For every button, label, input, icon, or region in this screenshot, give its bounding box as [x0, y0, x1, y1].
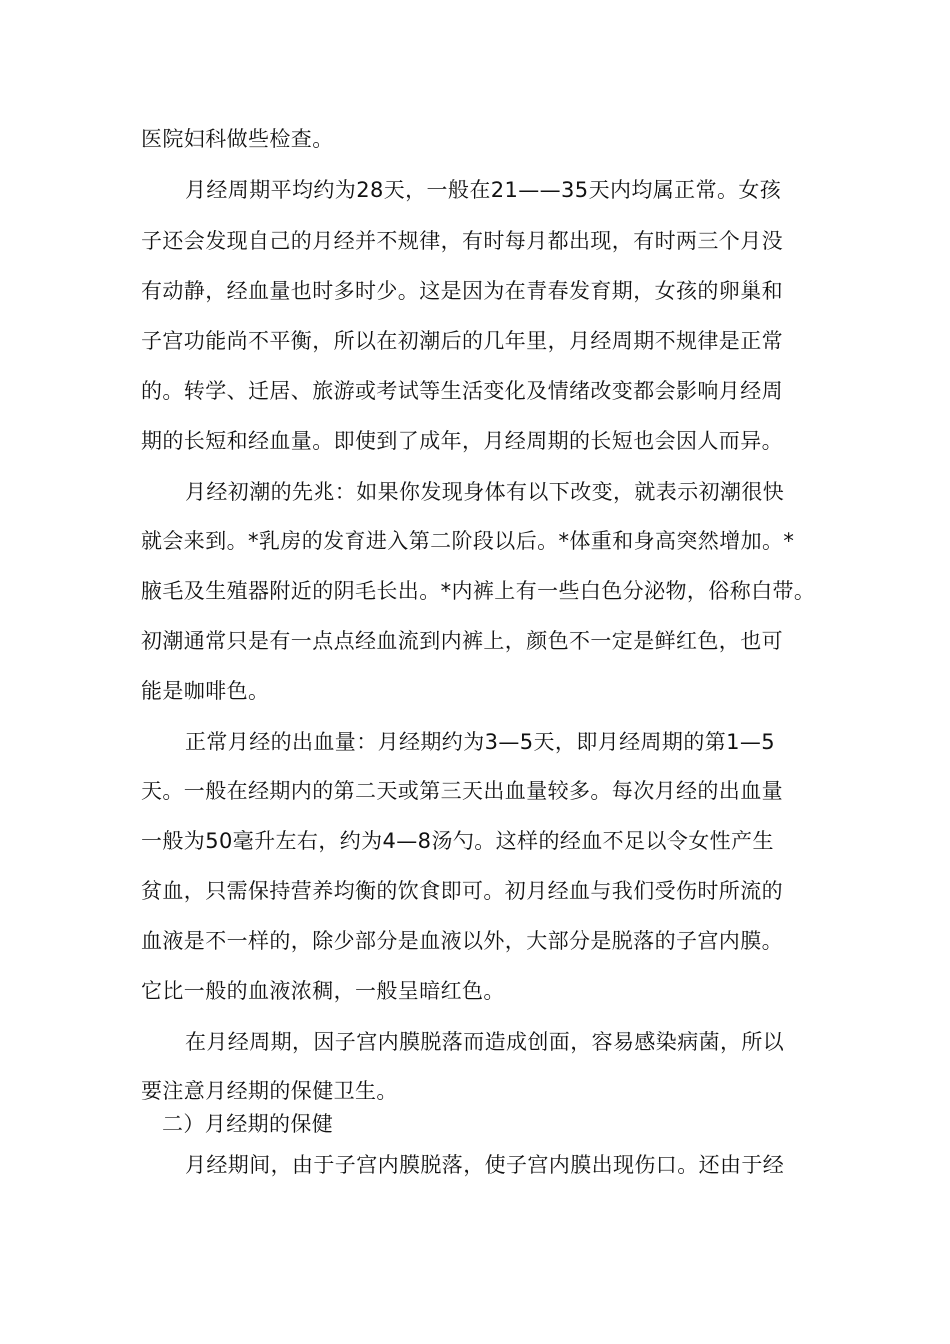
text-line: 有动静，经血量也时多时少。这是因为在青春发育期，女孩的卵巢和 [141, 279, 783, 303]
text-line: 的。转学、迁居、旅游或考试等生活变化及情绪改变都会影响月经周 [141, 379, 783, 403]
text-line: 初潮通常只是有一点点经血流到内裤上，颜色不一定是鲜红色，也可 [141, 629, 783, 653]
text-line: 医院妇科做些检查。 [141, 127, 334, 151]
text-line: 子宫功能尚不平衡，所以在初潮后的几年里，月经周期不规律是正常 [141, 329, 783, 353]
text-line: 就会来到。*乳房的发育进入第二阶段以后。*体重和身高突然增加。* [141, 529, 795, 553]
text-line: 贫血，只需保持营养均衡的饮食即可。初月经血与我们受伤时所流的 [141, 879, 783, 903]
paragraph-first-line: 在月经周期，因子宫内膜脱落而造成创面，容易感染病菌，所以 [185, 1030, 785, 1054]
text-line: 它比一般的血液浓稠，一般呈暗红色。 [141, 979, 505, 1003]
text-line: 子还会发现自己的月经并不规律，有时每月都出现，有时两三个月没 [141, 229, 783, 253]
text-line: 天。一般在经期内的第二天或第三天出血量较多。每次月经的出血量 [141, 779, 783, 803]
text-line: 期的长短和经血量。即使到了成年，月经周期的长短也会因人而异。 [141, 429, 783, 453]
text-line: 血液是不一样的，除少部分是血液以外，大部分是脱落的子宫内膜。 [141, 929, 783, 953]
text-line: 能是咖啡色。 [141, 679, 270, 703]
paragraph-first-line: 月经期间，由于子宫内膜脱落，使子宫内膜出现伤口。还由于经 [185, 1153, 785, 1177]
paragraph-first-line: 月经周期平均约为28天，一般在21——35天内均属正常。女孩 [185, 178, 782, 202]
paragraph-first-line: 正常月经的出血量：月经期约为3—5天，即月经周期的第1—5 [185, 730, 776, 754]
section-heading: 二）月经期的保健 [162, 1112, 334, 1136]
paragraph-first-line: 月经初潮的先兆：如果你发现身体有以下改变，就表示初潮很快 [185, 480, 785, 504]
text-line: 要注意月经期的保健卫生。 [141, 1079, 398, 1103]
text-line: 腋毛及生殖器附近的阴毛长出。*内裤上有一些白色分泌物，俗称白带。 [141, 579, 816, 603]
text-line: 一般为50毫升左右，约为4—8汤勺。这样的经血不足以令女性产生 [141, 829, 774, 853]
